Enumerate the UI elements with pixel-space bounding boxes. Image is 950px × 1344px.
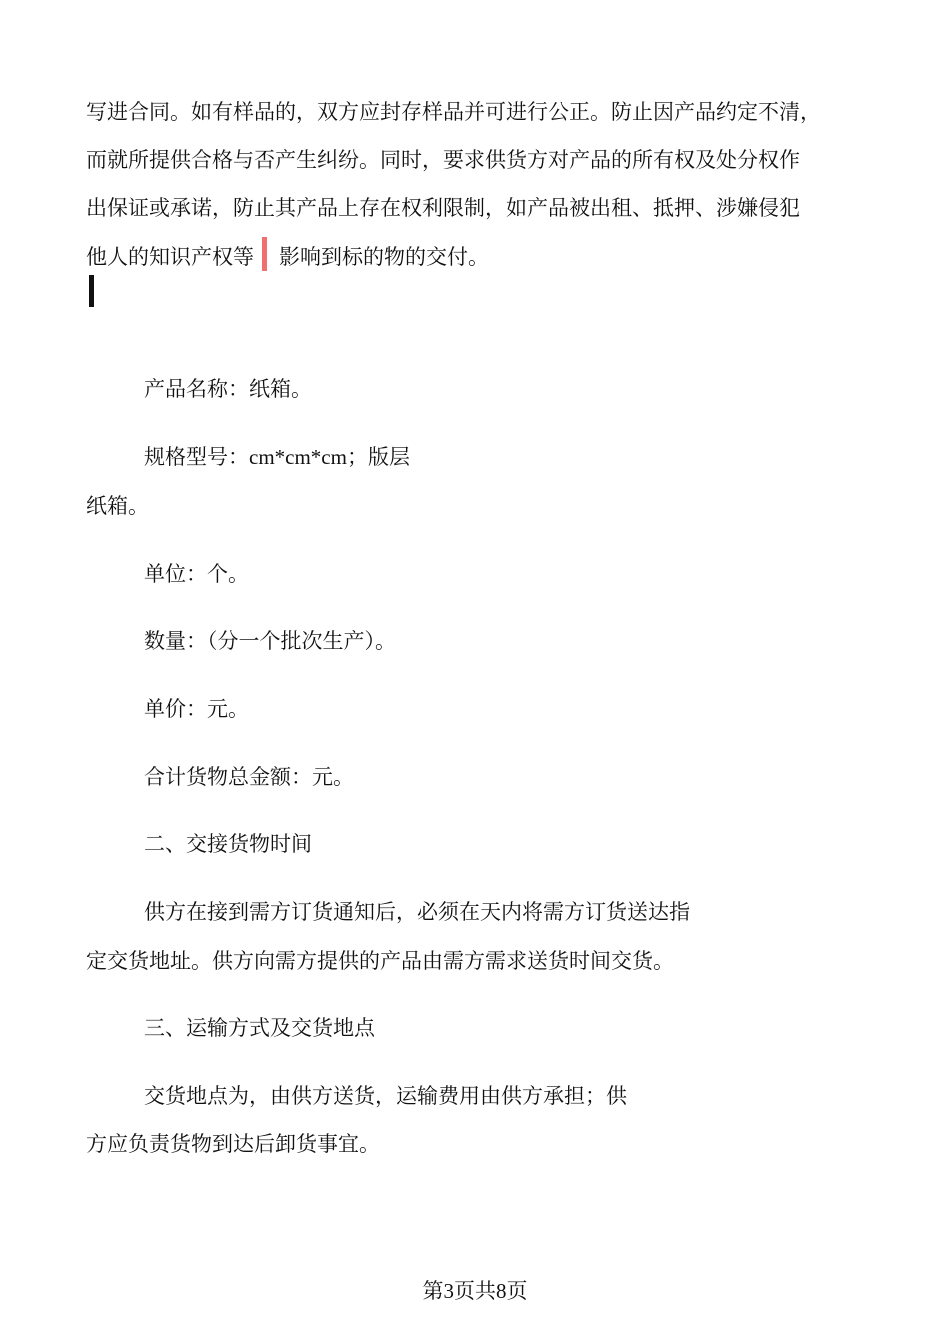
red-cursor-mark: [262, 237, 267, 271]
text-run: 规格型号：: [144, 445, 249, 469]
paragraph-line: 交货地点为，由供方送货，运输费用由供方承担；供: [144, 1084, 627, 1108]
paragraph-line: 出保证或承诺，防止其产品上存在权利限制，如产品被出租、抵押、涉嫌侵犯: [86, 196, 800, 220]
paragraph-line: 供方在接到需方订货通知后，必须在天内将需方订货送达指: [144, 900, 690, 924]
product-name: 产品名称：纸箱。: [144, 377, 312, 401]
section-heading: 二、交接货物时间: [144, 832, 312, 856]
text-run: 页共: [454, 1279, 496, 1303]
text-run: 页: [506, 1279, 528, 1303]
product-spec-continued: 纸箱。: [86, 494, 149, 518]
text-cursor-mark: [89, 275, 94, 307]
product-unit: 单位：个。: [144, 562, 249, 586]
product-quantity: 数量：（分一个批次生产）。: [144, 629, 396, 653]
paragraph-line: 方应负责货物到达后卸货事宜。: [86, 1132, 380, 1156]
product-price: 单价：元。: [144, 697, 249, 721]
text-run: 8: [496, 1279, 507, 1303]
text-run: 他人的知识产权等: [86, 245, 254, 269]
text-run: 3: [443, 1279, 454, 1303]
paragraph-line: [86, 241, 489, 275]
text-run: ；版层: [346, 445, 410, 469]
product-total: 合计货物总金额：元。: [144, 765, 354, 789]
product-spec: [144, 442, 410, 472]
paragraph-line: 定交货地址。供方向需方提供的产品由需方需求送货时间交货。: [86, 949, 674, 973]
text-run: cm*cm*cm: [249, 445, 347, 469]
section-heading: 三、运输方式及交货地点: [144, 1016, 375, 1040]
text-run: 影响到标的物的交付。: [279, 245, 489, 269]
paragraph-line: 而就所提供合格与否产生纠纷。同时，要求供货方对产品的所有权及处分权作: [86, 148, 800, 172]
page-number-footer: [0, 1276, 950, 1306]
text-run: 第: [422, 1279, 444, 1303]
paragraph-line: 写进合同。如有样品的，双方应封存样品并可进行公正。防止因产品约定不清，: [86, 100, 821, 124]
